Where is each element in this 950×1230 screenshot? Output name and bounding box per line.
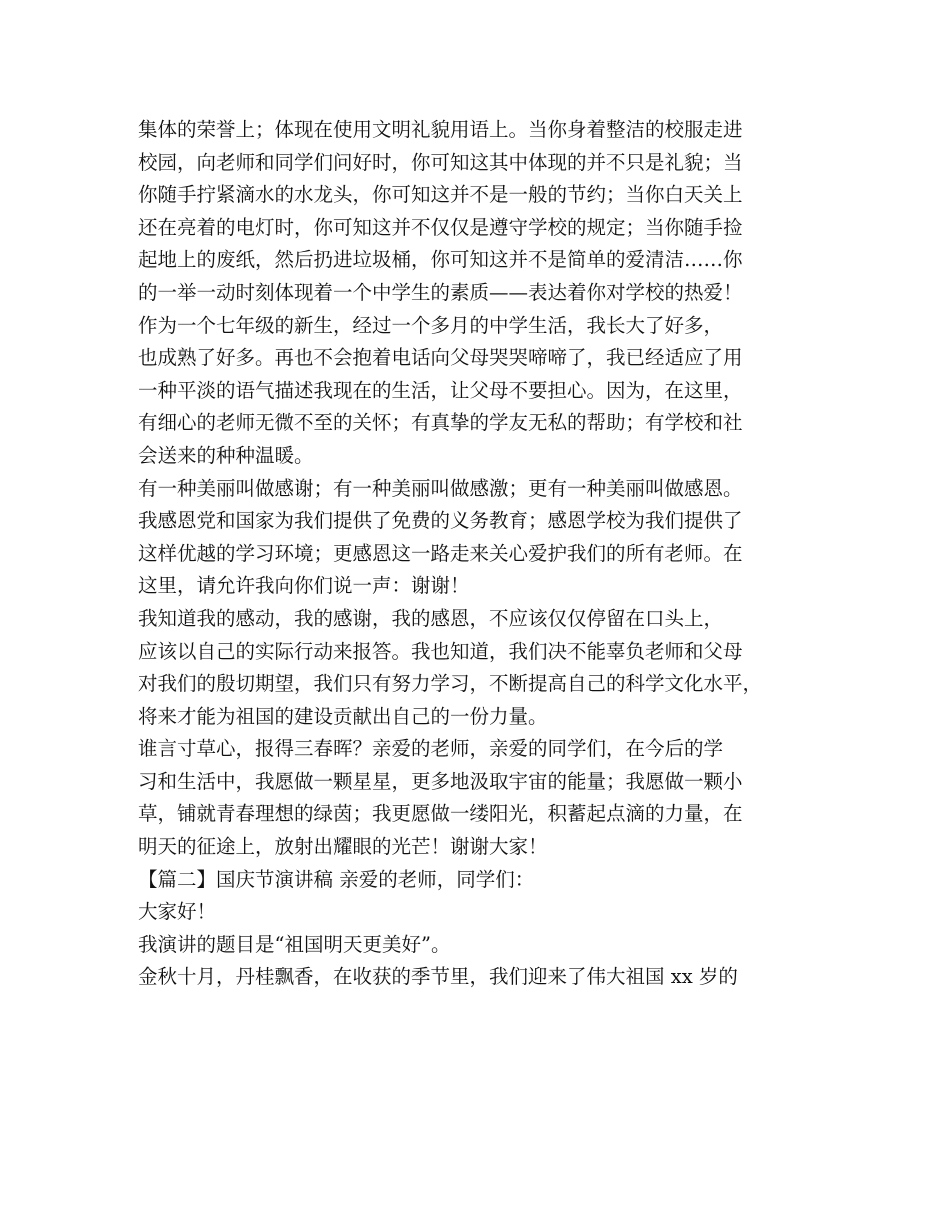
section-heading: 【篇二】国庆节演讲稿 亲爱的老师，同学们： [138, 867, 535, 891]
text-line: 将来才能为祖国的建设贡献出自己的一份力量。 [138, 704, 548, 728]
text-line: 草，铺就青春理想的绿茵；我更愿做一缕阳光，积蓄起点滴的力量，在 [138, 802, 743, 826]
text-line: 集体的荣誉上；体现在使用文明礼貌用语上。当你身着整洁的校服走进 [138, 118, 743, 141]
text-line: 有细心的老师无微不至的关怀；有真挚的学友无私的帮助；有学校和社 [138, 411, 743, 435]
text-line: 起地上的废纸，然后扔进垃圾桶，你可知这并不是简单的爱清洁……你 [138, 248, 743, 272]
text-line: 有一种美丽叫做感谢；有一种美丽叫做感激；更有一种美丽叫做感恩。 [138, 476, 743, 500]
text-line: 这里，请允许我向你们说一声：谢谢！ [138, 574, 470, 598]
text-line: 一种平淡的语气描述我现在的生活，让父母不要担心。因为，在这里， [138, 378, 743, 402]
text-line: 我感恩党和国家为我们提供了免费的义务教育；感恩学校为我们提供了 [138, 509, 743, 533]
text-line: 校园，向老师和同学们问好时，你可知这其中体现的并不只是礼貌；当 [138, 150, 743, 174]
text-line: 大家好！ [138, 900, 217, 924]
text-line: 习和生活中，我愿做一颗星星，更多地汲取宇宙的能量；我愿做一颗小 [138, 769, 743, 793]
text-line: 明天的征途上，放射出耀眼的光芒！谢谢大家！ [138, 835, 548, 859]
text-line: 金秋十月，丹桂飘香，在收获的季节里，我们迎来了伟大祖国 xx 岁的 [138, 965, 738, 989]
text-line: 也成熟了好多。再也不会抱着电话向父母哭哭啼啼了，我已经适应了用 [138, 346, 743, 370]
text-line: 对我们的殷切期望，我们只有努力学习，不断提高自己的科学文化水平， [138, 672, 763, 696]
text-line: 还在亮着的电灯时，你可知这并不仅仅是遵守学校的规定；当你随手捡 [138, 215, 743, 239]
text-line: 作为一个七年级的新生，经过一个多月的中学生活，我长大了好多， [138, 313, 724, 337]
text-line: 这样优越的学习环境；更感恩这一路走来关心爱护我们的所有老师。在 [138, 541, 743, 565]
text-line: 会送来的种种温暖。 [138, 443, 314, 467]
text-line: 的一举一动时刻体现着一个中学生的素质——表达着你对学校的热爱！ [138, 280, 743, 304]
text-line: 应该以自己的实际行动来报答。我也知道，我们决不能辜负老师和父母 [138, 639, 743, 663]
document-body [138, 114, 828, 994]
text-line: 我演讲的题目是“祖国明天更美好”。 [138, 932, 451, 956]
text-line: 我知道我的感动，我的感谢，我的感恩，不应该仅仅停留在口头上， [138, 606, 724, 630]
text-line: 谁言寸草心，报得三春晖？亲爱的老师，亲爱的同学们，在今后的学 [138, 737, 724, 761]
text-line: 你随手拧紧滴水的水龙头，你可知这并不是一般的节约；当你白天关上 [138, 183, 743, 207]
